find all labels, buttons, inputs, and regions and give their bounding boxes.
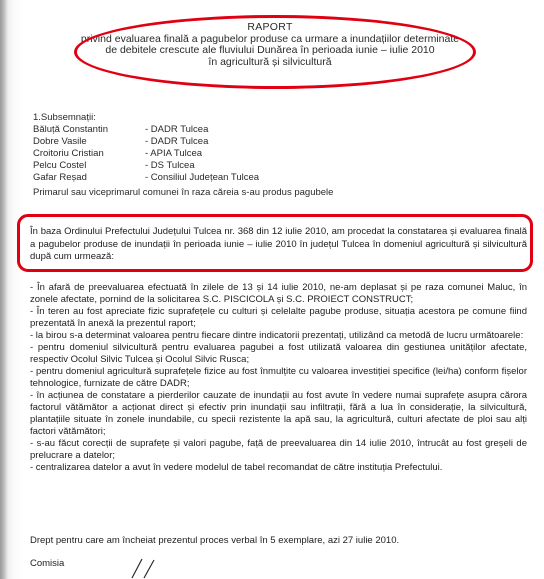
- member-organization: - DADR Tulcea: [145, 136, 209, 147]
- member-name: Pelcu Costel: [33, 160, 87, 171]
- member-organization: - APIA Tulcea: [145, 148, 203, 159]
- scan-edge-shadow: [0, 0, 8, 579]
- commission-members-list: [33, 124, 513, 184]
- member-row: [33, 124, 513, 136]
- commission-label: Comisia: [30, 558, 65, 569]
- body-item: - pentru domeniul silvicultură pentru evaluarea pagubei a fost utilizată valoarea din gestiunea unităților afectate, respectiv Ocolul Silvic Tulcea și Ocolul Silvic Rusca;: [30, 342, 527, 365]
- body-item: - centralizarea datelor a avut în vedere modelul de tabel recomandat de către instituția Prefectului.: [30, 462, 443, 473]
- member-name: Croitoriu Cristian: [33, 148, 104, 159]
- mayor-line: Primarul sau viceprimarul comunei în raza căreia s-au produs pagubele: [33, 187, 334, 198]
- body-item: - la birou s-a determinat valoarea pentru fiecare dintre indicatorii prezentați, utilizând ca metodă de lucru următoarele:: [30, 330, 524, 341]
- member-name: Băluță Constantin: [33, 124, 108, 135]
- member-organization: - DADR Tulcea: [145, 124, 209, 135]
- member-name: Gafar Reșad: [33, 172, 87, 183]
- body-item: - pentru domeniul agricultură suprafețele fizice au fost înmulțite cu valoarea investiției specifice (lei/ha) conform fișelor tehnologice, furnizate de către DADR;: [30, 366, 527, 389]
- intro-paragraph: În baza Ordinului Prefectului Județului Tulcea nr. 368 din 12 iulie 2010, am procedat la constatarea și evaluarea finală a pagubelor produse de inundații în perioada iunie – iulie 2010 în județul Tulcea în domeniul agricultură și silvicultură după cum urmează:: [30, 226, 527, 262]
- closing-statement: Drept pentru care am încheiat prezentul proces verbal în 5 exemplare, azi 27 iulie 2010.: [30, 535, 400, 546]
- report-subtitle-line-1: privind evaluarea finală a pagubelor produse ca urmare a inundațiilor determinate: [80, 32, 460, 45]
- body-item: - În teren au fost apreciate fizic suprafețele cu culturi și celelalte pagube produse, situația acestora pe comune fiind prezentată în anexă la prezentul raport;: [30, 306, 527, 329]
- member-row: [33, 160, 513, 172]
- handwritten-signature: [128, 556, 188, 579]
- report-subtitle-line-3: în agricultură și silvicultură: [208, 55, 332, 68]
- report-title: RAPORT: [247, 21, 293, 33]
- undersigned-label: 1.Subsemnații:: [33, 112, 96, 123]
- member-name: Dobre Vasile: [33, 136, 87, 147]
- report-body: [30, 282, 527, 474]
- red-rectangle-highlight: [17, 214, 533, 272]
- member-organization: - Consiliul Județean Tulcea: [145, 172, 260, 183]
- member-row: [33, 172, 513, 184]
- red-ellipse-highlight: [74, 15, 476, 89]
- member-row: [33, 136, 513, 148]
- report-subtitle-line-2: de debitele crescute ale fluviului Dunărea în perioada iunie – iulie 2010: [105, 44, 435, 56]
- body-item: - s-au făcut corecții de suprafețe și valori pagube, față de preevaluarea din 14 iulie 2010, întrucât au fost greșeli de prelucrare a datelor;: [30, 438, 527, 461]
- member-row: [33, 148, 513, 160]
- body-item: - În afară de preevaluarea efectuată în zilele de 13 și 14 iulie 2010, ne-am deplasat și pe raza comunei Maluc, în zonele afectate, pornind de la solicitarea S.C. PISCICOLA și S.C. PROIECT CONSTRUCT;: [30, 282, 527, 305]
- member-organization: - DS Tulcea: [145, 160, 195, 171]
- body-item: - în acțiunea de constatare a pierderilor cauzate de inundații au fost avute în vedere numai suprafețe asupra cărora factorul vătămător a acționat direct și efectiv prin inundații sau infiltrații, fără a lua în considerație, la silvicultură, plantațiile situate în zonele inundabile, cu specii rezistente la apă sau, la agricultură, culturi afectate de ploi sau alți factori vătămători;: [30, 390, 527, 437]
